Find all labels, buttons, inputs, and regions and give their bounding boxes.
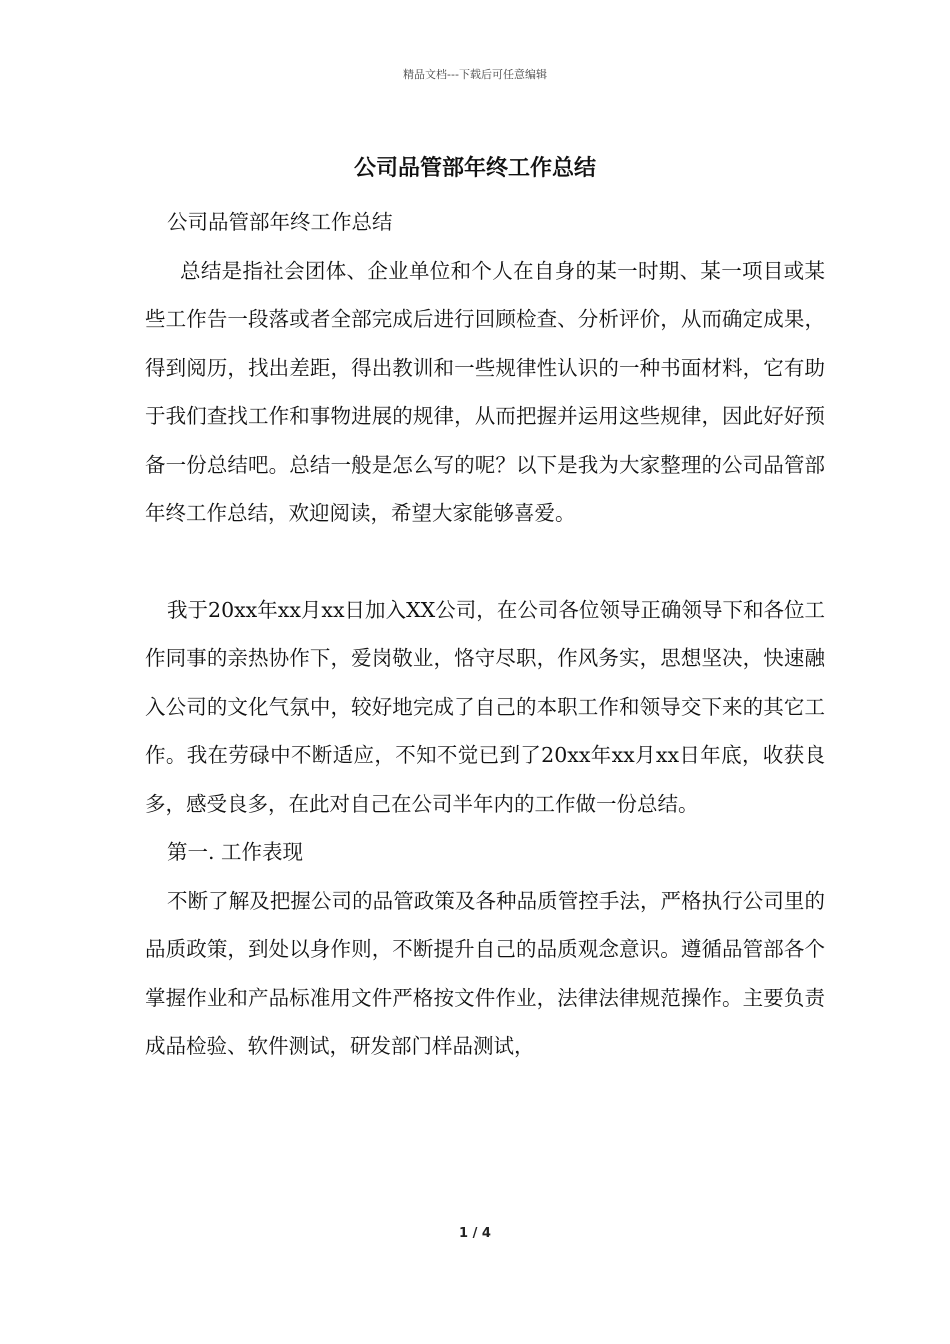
- document-title: 公司品管部年终工作总结: [353, 155, 596, 181]
- page-header: 精品文档---下载后可任意编辑: [403, 68, 547, 81]
- paragraph-self-intro: 我于20xx年xx月xx日加入XX公司，在公司各位领导正确领导下和各位工作同事的亲热协作下，爱岗敬业，恪守尽职，作风务实，思想坚决，快速融入公司的文化气氛中，较好地完成了自己的本职工作和领导交下来的其它工作。我在劳碌中不断适应，不知不觉已到了20xx年xx月xx日年底，收获良多，感受良多，在此对自己在公司半年内的工作做一份总结。: [145, 597, 825, 816]
- section-heading-work-performance: 第一. 工作表现: [167, 840, 304, 864]
- paragraph-spacer: [145, 538, 825, 586]
- paragraph-work-performance: 不断了解及把握公司的品管政策及各种品质管控手法，严格执行公司里的品质政策，到处以身作则，不断提升自己的品质观念意识。遵循品管部各个掌握作业和产品标准用文件严格按文件作业，法律法律规范操作。主要负责成品检验、软件测试，研发部门样品测试，: [145, 888, 825, 1058]
- document-subtitle: 公司品管部年终工作总结: [167, 210, 393, 234]
- paragraph-intro: 总结是指社会团体、企业单位和个人在自身的某一时期、某一项目或某些工作告一段落或者全部完成后进行回顾检查、分析评价，从而确定成果，得到阅历，找出差距，得出教训和一些规律性认识的一种书面材料，它有助于我们查找工作和事物进展的规律，从而把握并运用这些规律，因此好好预备一份总结吧。总结一般是怎么写的呢？以下是我为大家整理的公司品管部年终工作总结，欢迎阅读，希望大家能够喜爱。: [145, 258, 825, 525]
- page-number: 1 / 4: [459, 1226, 491, 1241]
- document-body: [145, 198, 825, 1071]
